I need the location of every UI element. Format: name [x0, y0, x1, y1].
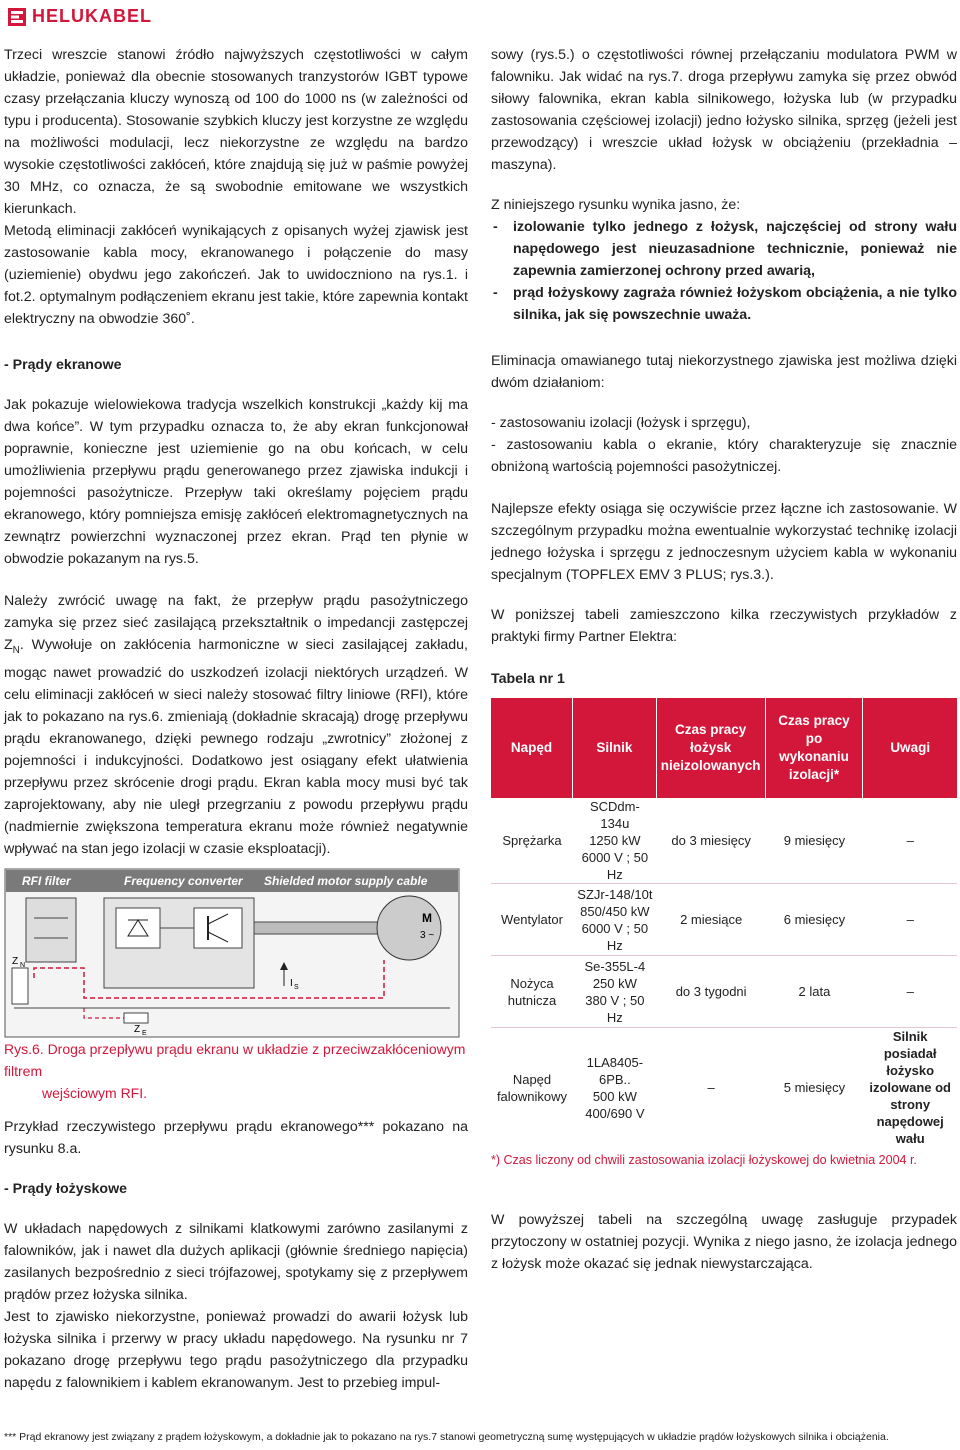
- section-heading-screen-currents: - Prądy ekranowe: [4, 357, 122, 373]
- page-footnote: *** Prąd ekranowy jest związany z prądem łożyskowym, a dokładnie jak to pokazano na rys.7 stanowi geometryczną sumę występujących w układzie prądów łożyskowych silnika i obciążenia.: [4, 1431, 889, 1443]
- col-header-uwagi: Uwagi: [863, 698, 957, 798]
- paragraph: W poniższej tabeli zamieszczono kilka rzeczywistych przykładów z praktyki firmy Partner Elektra:: [491, 607, 957, 645]
- paragraph: W układach napędowych z silnikami klatkowymi zarówno zasilanymi z falowników, jak i nawet dla dużych aplikacji (głównie średniego napięcia) zasilanych bezpośrednio z sieci trójfazowej, spotykamy się z przepływem prądów przez łożyska silnika.: [4, 1220, 468, 1303]
- paragraph: Przykład rzeczywistego przepływu prądu ekranowego*** pokazano na rysunku 8.a.: [4, 1118, 468, 1157]
- paragraph: Z niniejszego rysunku wynika jasno, że:: [491, 197, 741, 213]
- brand-logo: [8, 6, 152, 27]
- helukabel-logo-icon: [8, 8, 26, 26]
- paragraph: Jak pokazuje wielowiekowa tradycja wszelkich konstrukcji „każdy kij ma dwa końce”. W tym przypadku oznacza to, że aby ekran funkcjonował poprawnie, konieczne jest uziemienie go na obu końcach, w celu umożliwienia przepływu prądu generowanego przez zjawiska indukcji i pojemności pasożytnicze. Przepływ taki określamy pojęciem prądu ekranowego, który pomniejsza emisję zakłóceń elektromagnetycznych na zewnątrz powierzchni wyznaczonej przez ekran. Prąd ten płynie w obwodzie pokazanym na rys.5.: [4, 397, 468, 567]
- col-header-czas-izol: Czas pracy po wykonaniu izolacji*: [766, 698, 864, 798]
- label-is: I: [290, 977, 293, 989]
- table-row: Nożyca hutnicza Se-355L-4 250 kW 380 V ; 50 Hz do 3 tygodni 2 lata –: [491, 955, 957, 1027]
- brand-name: HELUKABEL: [32, 6, 152, 26]
- section-heading-bearing-currents: - Prądy łożyskowe: [4, 1180, 128, 1197]
- table-row: Wentylator SZJr-148/10t 850/450 kW 6000 V ; 50 Hz 2 miesiące 6 miesięcy –: [491, 883, 957, 955]
- label-zn: Z: [12, 955, 19, 967]
- paragraph: Należy zwrócić uwagę na fakt, że przepływ prądu pasożytniczego zamyka się przez sieć zasilającą przekształtnik o impedancji zastępczej $Z_N$. Wywołuje on zakłócenia harmoniczne w sieci zasilającej zakładu, mogąc nawet prowadzić do uszkodzeń izolacji niektórych urządzeń. W celu eliminacji zakłóceń w sieci należy stosować filtry liniowe (RFI), które jak to pokazano na rys.6. zmieniają (dokładnie skracają) drogę przepływu prądu ekranowanego, dzięki pewnego rodzaju „zwrotnicy” złożonej z pojemności i indukcyjności. Dodatkowo jest osiągany efekt ułatwienia przepływu przez skrócenie drogi prądu. Ekran kabla mocy musi być tak zaprojektowany, aby nie uległ przegrzaniu z powodu przepływu prądu (nadmiernie zwiększona temperatura ekranu może również negatywnie wpływać na stan jego izolacji w czasie eksploatacji).: [4, 593, 468, 857]
- bearing-table: [491, 698, 957, 1147]
- paragraph: Metodą eliminacji zakłóceń wynikających z opisanych wyżej zjawisk jest zastosowanie kabla mocy, ekranowanego i połączenie do masy (uziemienie) obydwu jego zakończeń. Jak to uwidoczniono na rys.1. i fot.2. optymalnym podłączeniem ekranu jest takie, które zapewnia kontakt elektryczny na obwodzie 360˚.: [4, 223, 468, 327]
- paragraph: - zastosowaniu izolacji (łożysk i sprzęgu),: [491, 415, 751, 431]
- paragraph: - zastosowaniu kabla o ekranie, który charakteryzuje się znacznie obniżoną wartością pojemności pasożytniczej.: [491, 437, 957, 475]
- paragraph: sowy (rys.5.) o częstotliwości równej przełączaniu modulatora PWM w falowniku. Jak widać na rys.7. droga przepływu zamyka się przez obwód siłowy falownika, ekran kabla silnikowego, łożyska lub (w przypadku zastosowania częściowej izolacji) jedno łożysko silnika, sprzęg (jeżeli jest przewodzący) i wreszcie układ łożysk w obciążeniu (przekładnia – maszyna).: [491, 47, 957, 173]
- col-header-naped: Napęd: [491, 698, 573, 798]
- col-header-silnik: Silnik: [573, 698, 657, 798]
- list-item: - prąd łożyskowy zagraża również łożyskom obciążenia, a nie tylko silnika, jak się powszechnie uważa.: [491, 282, 957, 326]
- label-frequency-converter: Frequency converter: [124, 873, 243, 888]
- paragraph: Najlepsze efekty osiąga się oczywiście przez łączne ich zastosowanie. W szczególnym przypadku można ewentualnie wykorzystać technikę izolacji jednego łożyska i sprzęgu z jednoczesnym użyciem kabla w wykonaniu specjalnym (TOPFLEX EMV 3 PLUS; rys.3.).: [491, 501, 957, 583]
- label-shielded-cable: Shielded motor supply cable: [264, 873, 428, 888]
- table-title: Tabela nr 1: [491, 671, 565, 687]
- label-motor-phase: 3 ~: [420, 929, 435, 941]
- conclusion-list: [491, 216, 957, 326]
- label-is-sub: S: [294, 983, 299, 991]
- paragraph: Eliminacja omawianego tutaj niekorzystnego zjawiska jest możliwa dzięki dwóm działaniom:: [491, 353, 957, 391]
- left-column: [4, 44, 468, 1394]
- right-column: [491, 44, 957, 1275]
- paragraph: Trzeci wreszcie stanowi źródło najwyższych częstotliwości w całym układzie, ponieważ dla obecnie stosowanych tranzystorów IGBT typowe czasy przełączania kluczy wynoszą od 100 do 1000 ns (w zależności od typu i producenta). Stosowanie szybkich kluczy jest korzystne ze względu na możliwości modulacji, lecz niekorzystne ze względu na bardzo wysokie częstotliwości zakłóceń, które znajdują się już w paśmie powyżej 30 MHz, co oznacza, że są swobodnie emitowane we wszystkich kierunkach.: [4, 47, 468, 217]
- col-header-czas-nieizol: Czas pracy łożysk nieizolowanych: [657, 698, 766, 798]
- page-header: [0, 0, 960, 34]
- paragraph: W powyższej tabeli na szczególną uwagę zasługuje przypadek przytoczony w ostatniej pozycji. Wynika z niego jasno, że izolacja jednego z łożysk może okazać się jednak niewystarczająca.: [491, 1212, 957, 1272]
- table-footnote: *) Czas liczony od chwili zastosowania izolacji łożyskowej do kwietnia 2004 r.: [491, 1153, 917, 1167]
- table-row: Sprężarka SCDdm-134u 1250 kW 6000 V ; 50 Hz do 3 miesięcy 9 miesięcy –: [502, 799, 914, 882]
- table-row: Napęd falownikowy 1LA8405-6PB.. 500 kW 400/690 V – 5 miesięcy Silnik posiadał łożysko izolowane od strony napędowej wału: [491, 1027, 957, 1147]
- table-header-row: [491, 698, 957, 798]
- list-item: - izolowanie tylko jednego z łożysk, najczęściej od strony wału napędowego jest nieuzasadnione technicznie, ponieważ nie zapewnia zamierzonej ochrony przed awarią,: [491, 216, 957, 282]
- label-motor: M: [422, 910, 432, 925]
- label-ze: Z: [134, 1023, 141, 1035]
- circuit-diagram: [4, 868, 460, 1038]
- label-zn-sub: N: [20, 961, 26, 969]
- label-rfi-filter: RFI filter: [22, 873, 71, 888]
- paragraph: Jest to zjawisko niekorzystne, ponieważ prowadzi do awarii łożysk lub łożyska silnika i przerwy w pracy układu napędowego. Na rysunku nr 7 pokazano drogę przepływu tego prądu pasożytniczego dla przypadku napędu z falownikiem i kablem ekranowanym. Jest to przebieg impul-: [4, 1308, 468, 1391]
- figure-caption: Rys.6. Droga przepływu prądu ekranu w układzie z przeciwzakłóceniowym filtrem wejściowym RFI.: [4, 1040, 466, 1101]
- label-ze-sub: E: [142, 1029, 147, 1037]
- figure-rfi-filter-circuit: [4, 868, 460, 1038]
